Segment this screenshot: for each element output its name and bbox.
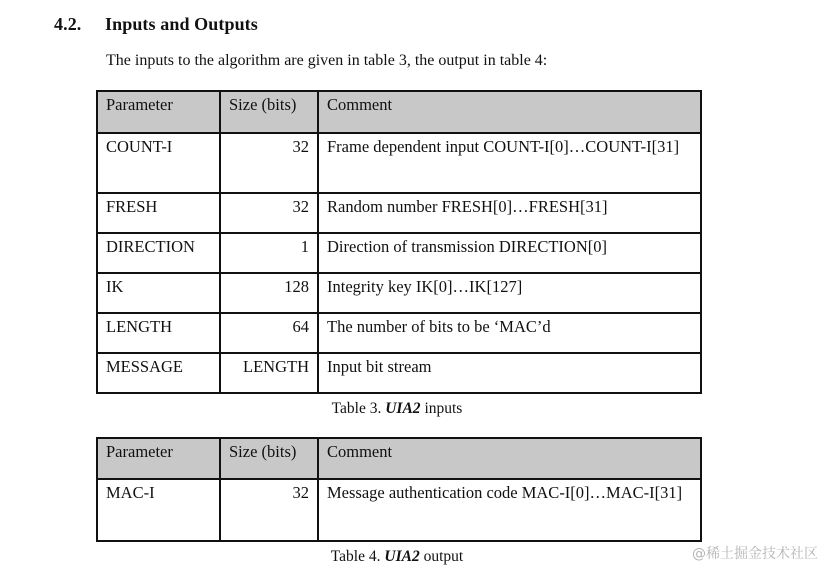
header-size: Size (bits) [220,438,318,479]
table-header-row [97,91,701,133]
outputs-table [96,437,702,542]
cell-parameter: DIRECTION [97,233,220,273]
cell-comment: Random number FRESH[0]…FRESH[31] [318,193,701,233]
header-parameter: Parameter [97,91,220,133]
cell-comment: Input bit stream [318,353,701,393]
cell-comment: Integrity key IK[0]…IK[127] [318,273,701,313]
cell-size: 32 [220,193,318,233]
cell-size: 32 [220,479,318,541]
table-4-caption [0,548,794,566]
cell-size: 128 [220,273,318,313]
table-row [97,479,701,541]
intro-paragraph: The inputs to the algorithm are given in table 3, the output in table 4: [106,52,548,69]
cell-parameter: COUNT-I [97,133,220,193]
cell-parameter: MESSAGE [97,353,220,393]
table-header-row [97,438,701,479]
cell-comment: Frame dependent input COUNT-I[0]…COUNT-I[31] [318,133,701,193]
cell-comment: Direction of transmission DIRECTION[0] [318,233,701,273]
cell-size: 1 [220,233,318,273]
cell-parameter: IK [97,273,220,313]
header-parameter: Parameter [97,438,220,479]
table-row [97,313,701,353]
caption-prefix: Table 4. [330,548,385,565]
section-number: 4.2. [54,14,82,34]
cell-size: 64 [220,313,318,353]
cell-parameter: LENGTH [97,313,220,353]
caption-suffix: output [419,548,464,565]
caption-algorithm-name: UIA2 [385,400,421,417]
cell-parameter: MAC-I [97,479,220,541]
cell-parameter: FRESH [97,193,220,233]
section-heading [54,14,258,35]
caption-prefix: Table 3. [331,400,386,417]
header-comment: Comment [318,91,701,133]
header-comment: Comment [318,438,701,479]
table-row [97,233,701,273]
watermark: @稀土掘金技术社区 [692,546,818,562]
caption-suffix: inputs [420,400,463,417]
section-title: Inputs and Outputs [105,14,258,34]
table-3-caption [0,400,794,418]
table-row [97,133,701,193]
table-row [97,273,701,313]
caption-algorithm-name: UIA2 [384,548,420,565]
header-size: Size (bits) [220,91,318,133]
cell-comment: The number of bits to be ‘MAC’d [318,313,701,353]
table-row [97,193,701,233]
cell-comment: Message authentication code MAC-I[0]…MAC-I[31] [318,479,701,541]
table-row [97,353,701,393]
inputs-table [96,90,702,394]
cell-size: LENGTH [220,353,318,393]
cell-size: 32 [220,133,318,193]
